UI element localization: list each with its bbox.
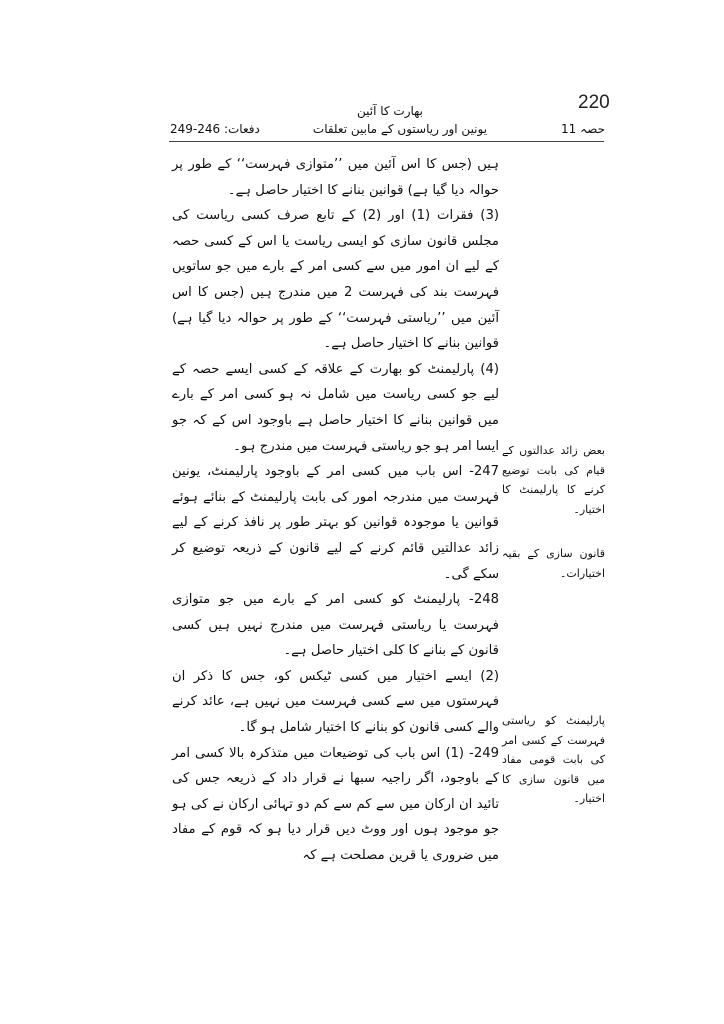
paragraph-article-249: 249- (1) اس باب کی توضیعات میں متذکرہ بالا کسی امر کے باوجود، اگر راجیہ سبھا نے قرار داد کے ذریعہ جس کی تائید ان ارکان میں سے کم سے کم دو تہائی ارکان نے کی ہو جو موجود ہوں اور ووٹ دیں قرار دیا ہو کہ قوم کے مفاد میں ضروری یا قرین مصلحت ہے کہ xyxy=(172,745,499,864)
header-chapter: یونین اور ریاستوں کے مابین تعلقات xyxy=(312,122,488,136)
paragraph-article-247: 247- اس باب میں کسی امر کے باوجود پارلیمنٹ، یونین فہرست میں مندرجہ امور کی بابت پارلیمنٹ کے بنائے ہوئے قوانین یا موجودہ قوانین کو بہتر طور پر نافذ کرنے کے لیے زائد عدالتیں قائم کرنے کے لیے قانون کے ذریعہ توضیع کر سکے گی۔ xyxy=(172,464,499,582)
header-part: حصہ 11 xyxy=(561,122,605,136)
paragraph-article-248: 248- پارلیمنٹ کو کسی امر کے بارے میں جو متوازی فہرست یا ریاستی فہرست میں مندرج نہیں ہیں کسی قانون کے بنانے کا کلی اختیار حاصل ہے۔ xyxy=(172,592,499,659)
header-rule xyxy=(169,141,604,142)
sidenote-article-249: پارلیمنٹ کو ریاستی فہرست کے کسی امر کی بابت قومی مفاد میں قانون سازی کا اختیار۔ xyxy=(502,714,605,805)
page-number: 220 xyxy=(578,92,610,113)
paragraph: (4) پارلیمنٹ کو بھارت کے علاقہ کے کسی ایسے حصہ کے لیے جو کسی ریاست میں شامل نہ ہو کسی امر کے بارے میں قوانین بنانے کا اختیار حاصل ہے باوجود اس کے کہ جو ایسا امر ہو جو ریاستی فہرست میں مندرج ہو۔ xyxy=(172,361,499,454)
paragraph: (2) ایسے اختیار میں کسی ٹیکس کو، جس کا ذکر ان فہرستوں میں سے کسی فہرست میں نہیں ہے، عائد کرنے والے کسی قانون کو بنانے کا اختیار شامل ہو گا۔ xyxy=(172,668,499,736)
header-articles: دفعات: 246-249 xyxy=(170,122,260,136)
header-title: بھارت کا آئین xyxy=(356,104,424,118)
sidenote-article-248: قانون سازی کے بقیہ اختیارات۔ xyxy=(502,547,605,580)
paragraph: (3) فقرات (1) اور (2) کے تابع صرف کسی ریاست کی مجلس قانون سازی کو ایسی ریاست یا اس کے کسی حصہ کے لیے ان امور میں سے کسی امر کے بارے میں جو ساتویں فہرست بند کی فہرست 2 میں مندرج ہیں (جس کا اس آئین میں ’’ریاستی فہرست‘‘ کے طور پر حوالہ دیا گیا ہے) قوانین بنانے کا اختیار حاصل ہے۔ xyxy=(172,208,499,352)
main-text xyxy=(172,152,499,869)
paragraph: ہیں (جس کا اس آئین میں ’’متوازی فہرست‘‘ کے طور پر حوالہ دیا گیا ہے) قوانین بنانے کا اختیار حاصل ہے۔ xyxy=(172,157,499,198)
sidenote-article-247: بعض زائد عدالتوں کے قیام کی بابت توضیع کرنے کا پارلیمنٹ کا اختیار۔ xyxy=(502,444,605,516)
